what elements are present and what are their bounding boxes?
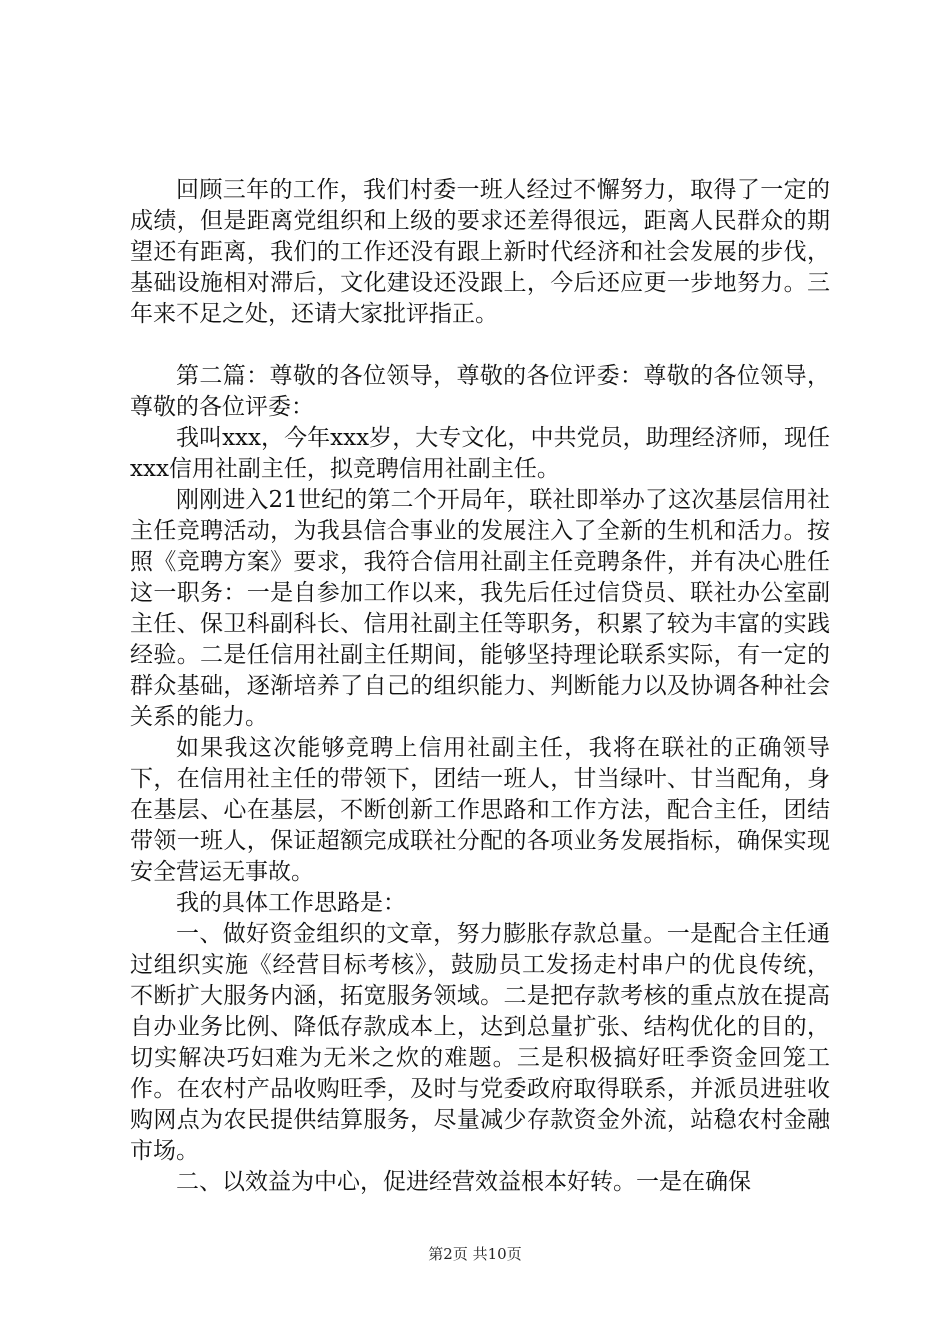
paragraph-qualifications: 刚刚进入21世纪的第二个开局年，联社即举办了这次基层信用社主任竞聘活动，为我县信合事业的发展注入了全新的生机和活力。按照《竞聘方案》要求，我符合信用社副主任竞聘条件，并有决心胜任这一职务：一是自参加工作以来，我先后任过信贷员、联社办公室副主任、保卫科副科长、信用社副主任等职务，积累了较为丰富的实践经验。二是任信用社副主任期间，能够坚持理论联系实际，有一定的群众基础，逐渐培养了自己的组织能力、判断能力以及协调各种社会关系的能力。 [130, 487, 830, 730]
page-number-footer: 第2页 共10页 [428, 1245, 522, 1263]
paragraph-work-plan-heading: 我的具体工作思路是： [176, 890, 406, 916]
document-body [130, 175, 830, 1198]
paragraph-commitment: 如果我这次能够竞聘上信用社副主任，我将在联社的正确领导下，在信用社主任的带领下，团结一班人，甘当绿叶、甘当配角，身在基层、心在基层，不断创新工作思路和工作方法，配合主任，团结带领一班人，保证超额完成联社分配的各项业务发展指标，确保实现安全营运无事故。 [130, 735, 830, 885]
paragraph-review: 回顾三年的工作，我们村委一班人经过不懈努力，取得了一定的成绩，但是距离党组织和上级的要求还差得很远，距离人民群众的期望还有距离，我们的工作还没有跟上新时代经济和社会发展的步伐，基础设施相对滞后，文化建设还没跟上，今后还应更一步地努力。三年来不足之处，还请大家批评指正。 [130, 177, 830, 327]
paragraph-plan-item-2: 二、以效益为中心，促进经营效益根本好转。一是在确保 [176, 1169, 751, 1195]
paragraph-gap [130, 330, 830, 361]
paragraph-section-title: 第二篇：尊敬的各位领导，尊敬的各位评委：尊敬的各位领导，尊敬的各位评委： [130, 363, 830, 420]
paragraph-plan-item-1: 一、做好资金组织的文章，努力膨胀存款总量。一是配合主任通过组织实施《经营目标考核》，鼓励员工发扬走村串户的优良传统，不断扩大服务内涵，拓宽服务领域。二是把存款考核的重点放在提高自办业务比例、降低存款成本上，达到总量扩张、结构优化的目的，切实解决巧妇难为无米之炊的难题。三是积极搞好旺季资金回笼工作。在农村产品收购旺季，及时与党委政府取得联系，并派员进驻收购网点为农民提供结算服务，尽量减少存款资金外流，站稳农村金融市场。 [130, 921, 830, 1164]
paragraph-introduction: 我叫xxx，今年xxx岁，大专文化，中共党员，助理经济师，现任xxx信用社副主任，拟竞聘信用社副主任。 [130, 425, 830, 482]
